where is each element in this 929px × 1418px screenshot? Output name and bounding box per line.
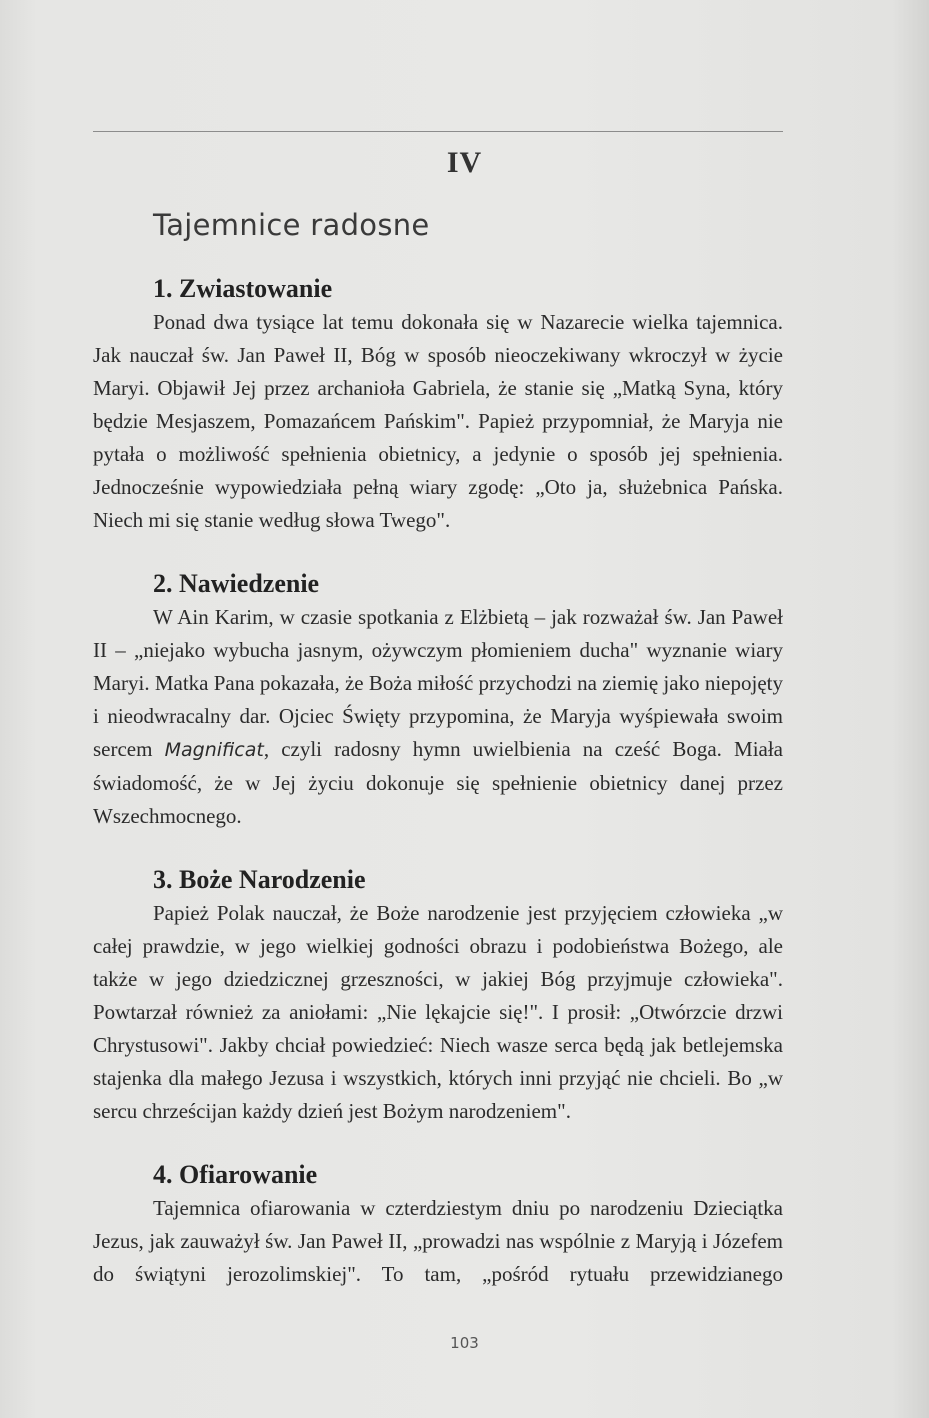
section-paragraph: Papież Polak nauczał, że Boże narodzenie jest przyjęciem człowieka „w całej prawdzie, w jego wielkiej godności obrazu i podobieństwa Bożego, ale także w jego dziedzicznej grzeszności, w jakiej Bóg przyjmuje człowieka". Powtarzał również za aniołami: „Nie lękajcie się!". I prosił: „Otwórzcie drzwi Chrystusowi". Jakby chciał powiedzieć: Niech wasze serca będą jak betlejemska stajenka dla małego Jezusa i wszystkich, których inni przyjąć nie chcieli. Bo „w sercu chrześcijan każdy dzień jest Bożym narodzeniem".: [93, 901, 783, 1123]
chapter-title: Tajemnice radosne: [153, 208, 430, 242]
chapter-numeral: IV: [446, 146, 483, 179]
section-ofiarowanie: [93, 1158, 783, 1291]
section-zwiastowanie: [93, 272, 783, 537]
italic-title: Magnificat: [164, 739, 264, 761]
section-nawiedzenie: [93, 567, 783, 833]
section-paragraph: Tajemnica ofiarowania w czterdziestym dniu po narodzeniu Dzieciątka Jezus, jak zauważył św. Jan Paweł II, „prowadzi nas wspólnie z Maryją i Józefem do świątyni jerozolimskiej". To tam, „pośród rytuału przewidzianego: [93, 1196, 783, 1286]
page-number: 103: [450, 1334, 479, 1352]
chapter-content: [93, 272, 783, 1321]
section-heading: 4. Ofiarowanie: [153, 1160, 318, 1189]
section-heading: 2. Nawiedzenie: [153, 569, 320, 598]
paragraph-text: W Ain Karim, w czasie spotkania z Elżbietą – jak rozważał św. Jan Paweł II – „niejako wybucha jasnym, ożywczym płomieniem ducha" wyznanie wiary Maryi. Matka Pana pokazała, że Boża miłość przychodzi na ziemię jako niepojęty i nieodwracalny dar. Ojciec Święty przypomina, że Maryja wyśpiewała swoim sercem: [93, 605, 783, 761]
section-paragraph: Ponad dwa tysiące lat temu dokonała się w Nazarecie wielka tajemnica. Jak nauczał św. Jan Paweł II, Bóg w sposób nieoczekiwany wkroczył w życie Maryi. Objawił Jej przez archanioła Gabriela, że stanie się „Matką Syna, który będzie Mesjaszem, Pomazańcem Pańskim". Papież przypomniał, że Maryja nie pytała o możliwość spełnienia obietnicy, a jedynie o sposób jej spełnienia. Jednocześnie wypowiedziała pełną wiary zgodę: „Oto ja, służebnica Pańska. Niech mi się stanie według słowa Twego".: [93, 310, 783, 532]
chapter-rule: [93, 131, 783, 132]
section-heading: 3. Boże Narodzenie: [153, 865, 366, 894]
section-boze-narodzenie: [93, 863, 783, 1128]
paragraph-text: , czyli radosny hymn uwielbienia na cześć Boga. Miała świadomość, że w Jej życiu dokonuje się spełnienie obietnicy danej przez Wszechmocnego.: [93, 737, 783, 828]
section-paragraph: [93, 601, 783, 833]
section-heading: 1. Zwiastowanie: [153, 274, 333, 303]
